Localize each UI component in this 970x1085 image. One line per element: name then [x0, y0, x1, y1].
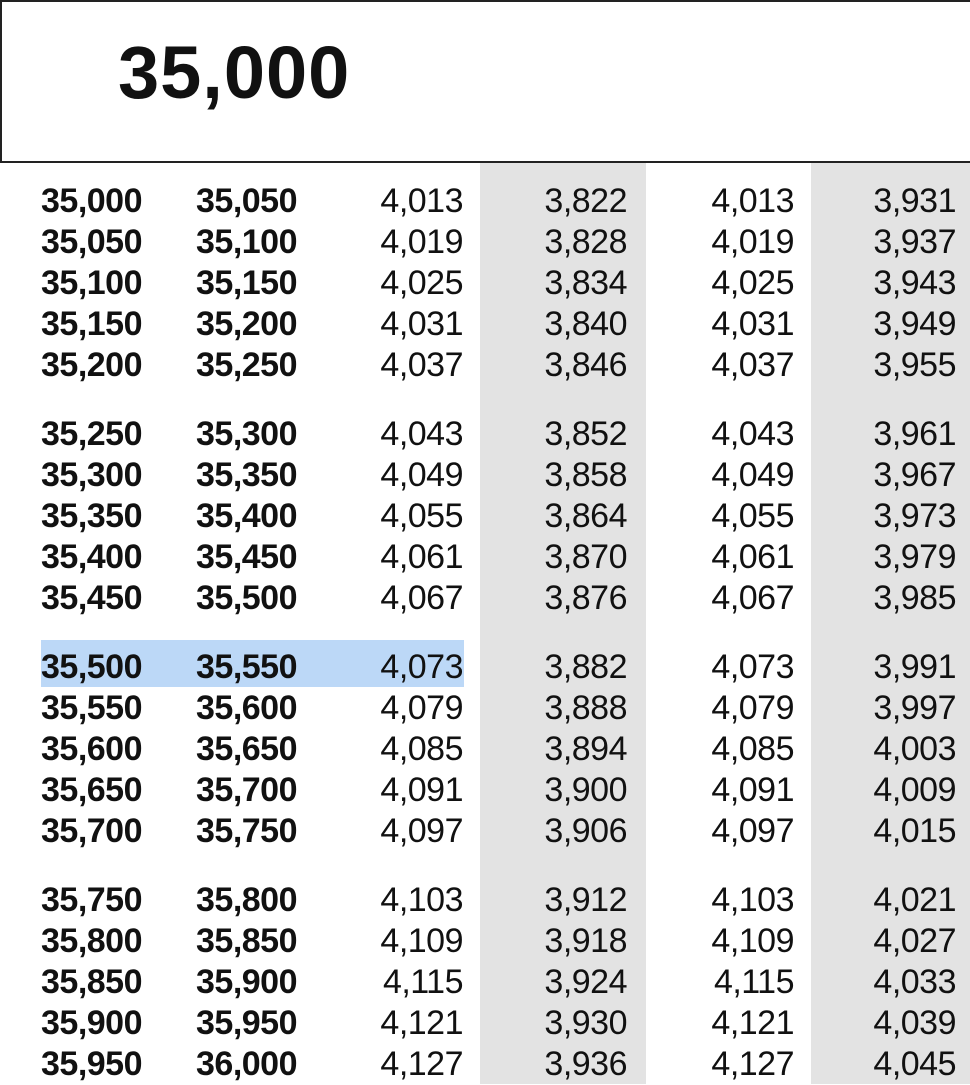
cell-married-separately: 3,840 [544, 305, 627, 343]
cell-married-separately: 3,846 [544, 346, 627, 384]
cell-less-than: 35,150 [196, 264, 297, 302]
cell-less-than: 35,550 [196, 648, 297, 686]
cell-at-least: 35,800 [41, 922, 142, 960]
cell-at-least: 35,450 [41, 579, 142, 617]
cell-less-than: 35,400 [196, 497, 297, 535]
table-row [0, 181, 970, 222]
cell-married-separately: 3,912 [544, 881, 627, 919]
cell-less-than: 36,000 [196, 1045, 297, 1083]
table-row [0, 263, 970, 304]
cell-married-jointly: 4,103 [711, 881, 794, 919]
cell-married-separately: 3,918 [544, 922, 627, 960]
cell-married-separately: 3,876 [544, 579, 627, 617]
table-row [0, 921, 970, 962]
cell-married-jointly: 4,085 [711, 730, 794, 768]
cell-single: 4,127 [380, 1045, 463, 1083]
cell-at-least: 35,850 [41, 963, 142, 1001]
table-row [0, 496, 970, 537]
cell-married-separately: 3,864 [544, 497, 627, 535]
cell-less-than: 35,900 [196, 963, 297, 1001]
cell-at-least: 35,600 [41, 730, 142, 768]
cell-head-of-household: 4,021 [873, 881, 956, 919]
cell-single: 4,067 [380, 579, 463, 617]
cell-less-than: 35,850 [196, 922, 297, 960]
cell-head-of-household: 4,045 [873, 1045, 956, 1083]
cell-less-than: 35,350 [196, 456, 297, 494]
table-row [0, 1003, 970, 1044]
cell-single: 4,109 [380, 922, 463, 960]
cell-less-than: 35,800 [196, 881, 297, 919]
page-title: 35,000 [118, 31, 351, 114]
cell-head-of-household: 3,985 [873, 579, 956, 617]
cell-at-least: 35,250 [41, 415, 142, 453]
cell-married-jointly: 4,127 [711, 1045, 794, 1083]
cell-single: 4,073 [380, 648, 463, 686]
cell-single: 4,085 [380, 730, 463, 768]
table-row [0, 770, 970, 811]
cell-married-jointly: 4,067 [711, 579, 794, 617]
cell-single: 4,115 [382, 963, 463, 1001]
cell-married-jointly: 4,079 [711, 689, 794, 727]
cell-married-separately: 3,888 [544, 689, 627, 727]
cell-at-least: 35,500 [41, 648, 142, 686]
cell-single: 4,013 [380, 182, 463, 220]
cell-head-of-household: 3,931 [873, 182, 956, 220]
cell-less-than: 35,200 [196, 305, 297, 343]
cell-married-jointly: 4,061 [711, 538, 794, 576]
cell-married-separately: 3,852 [544, 415, 627, 453]
cell-at-least: 35,050 [41, 223, 142, 261]
cell-less-than: 35,100 [196, 223, 297, 261]
cell-at-least: 35,900 [41, 1004, 142, 1042]
cell-less-than: 35,700 [196, 771, 297, 809]
table-row [0, 304, 970, 345]
cell-single: 4,037 [380, 346, 463, 384]
cell-less-than: 35,600 [196, 689, 297, 727]
cell-head-of-household: 3,949 [873, 305, 956, 343]
cell-married-separately: 3,930 [544, 1004, 627, 1042]
cell-married-jointly: 4,013 [711, 182, 794, 220]
cell-married-separately: 3,906 [544, 812, 627, 850]
table-row [0, 537, 970, 578]
cell-less-than: 35,300 [196, 415, 297, 453]
table-row [0, 880, 970, 921]
cell-less-than: 35,950 [196, 1004, 297, 1042]
cell-married-separately: 3,894 [544, 730, 627, 768]
cell-at-least: 35,350 [41, 497, 142, 535]
cell-less-than: 35,650 [196, 730, 297, 768]
cell-head-of-household: 4,039 [873, 1004, 956, 1042]
cell-single: 4,049 [380, 456, 463, 494]
table-row [0, 962, 970, 1003]
cell-married-separately: 3,882 [544, 648, 627, 686]
cell-less-than: 35,250 [196, 346, 297, 384]
cell-at-least: 35,700 [41, 812, 142, 850]
cell-single: 4,061 [380, 538, 463, 576]
cell-married-jointly: 4,037 [711, 346, 794, 384]
cell-single: 4,019 [380, 223, 463, 261]
cell-at-least: 35,950 [41, 1045, 142, 1083]
cell-head-of-household: 3,979 [873, 538, 956, 576]
cell-head-of-household: 4,033 [873, 963, 956, 1001]
cell-at-least: 35,000 [41, 182, 142, 220]
cell-single: 4,043 [380, 415, 463, 453]
cell-married-jointly: 4,043 [711, 415, 794, 453]
cell-married-separately: 3,822 [544, 182, 627, 220]
cell-married-jointly: 4,091 [711, 771, 794, 809]
cell-head-of-household: 3,955 [873, 346, 956, 384]
cell-single: 4,055 [380, 497, 463, 535]
cell-single: 4,097 [380, 812, 463, 850]
cell-married-jointly: 4,073 [711, 648, 794, 686]
table-row [0, 414, 970, 455]
cell-married-separately: 3,834 [544, 264, 627, 302]
table-row [0, 1044, 970, 1085]
cell-less-than: 35,750 [196, 812, 297, 850]
cell-single: 4,025 [380, 264, 463, 302]
cell-less-than: 35,050 [196, 182, 297, 220]
cell-less-than: 35,450 [196, 538, 297, 576]
cell-head-of-household: 4,009 [873, 771, 956, 809]
cell-at-least: 35,750 [41, 881, 142, 919]
cell-married-jointly: 4,031 [711, 305, 794, 343]
cell-married-jointly: 4,055 [711, 497, 794, 535]
cell-at-least: 35,550 [41, 689, 142, 727]
cell-at-least: 35,300 [41, 456, 142, 494]
cell-married-jointly: 4,025 [711, 264, 794, 302]
cell-head-of-household: 4,027 [873, 922, 956, 960]
cell-married-jointly: 4,115 [713, 963, 794, 1001]
cell-head-of-household: 3,973 [873, 497, 956, 535]
cell-married-separately: 3,900 [544, 771, 627, 809]
cell-at-least: 35,150 [41, 305, 142, 343]
cell-married-jointly: 4,019 [711, 223, 794, 261]
cell-single: 4,091 [380, 771, 463, 809]
cell-head-of-household: 3,943 [873, 264, 956, 302]
cell-at-least: 35,100 [41, 264, 142, 302]
table-row [0, 729, 970, 770]
cell-married-separately: 3,828 [544, 223, 627, 261]
table-row [0, 647, 970, 688]
cell-single: 4,031 [380, 305, 463, 343]
table-row [0, 455, 970, 496]
cell-married-separately: 3,924 [544, 963, 627, 1001]
cell-head-of-household: 4,003 [873, 730, 956, 768]
cell-head-of-household: 3,997 [873, 689, 956, 727]
table-row [0, 811, 970, 852]
cell-married-separately: 3,858 [544, 456, 627, 494]
cell-less-than: 35,500 [196, 579, 297, 617]
cell-married-jointly: 4,049 [711, 456, 794, 494]
cell-married-jointly: 4,109 [711, 922, 794, 960]
cell-married-separately: 3,936 [544, 1045, 627, 1083]
cell-married-separately: 3,870 [544, 538, 627, 576]
cell-married-jointly: 4,097 [711, 812, 794, 850]
table-row [0, 578, 970, 619]
table-row [0, 222, 970, 263]
cell-single: 4,121 [380, 1004, 463, 1042]
cell-single: 4,079 [380, 689, 463, 727]
cell-head-of-household: 3,991 [873, 648, 956, 686]
cell-married-jointly: 4,121 [711, 1004, 794, 1042]
table-row [0, 345, 970, 386]
cell-head-of-household: 3,937 [873, 223, 956, 261]
cell-at-least: 35,200 [41, 346, 142, 384]
table-row [0, 688, 970, 729]
cell-head-of-household: 3,967 [873, 456, 956, 494]
cell-head-of-household: 3,961 [873, 415, 956, 453]
cell-head-of-household: 4,015 [873, 812, 956, 850]
cell-at-least: 35,400 [41, 538, 142, 576]
cell-at-least: 35,650 [41, 771, 142, 809]
income-bracket-header [0, 0, 970, 163]
cell-single: 4,103 [380, 881, 463, 919]
